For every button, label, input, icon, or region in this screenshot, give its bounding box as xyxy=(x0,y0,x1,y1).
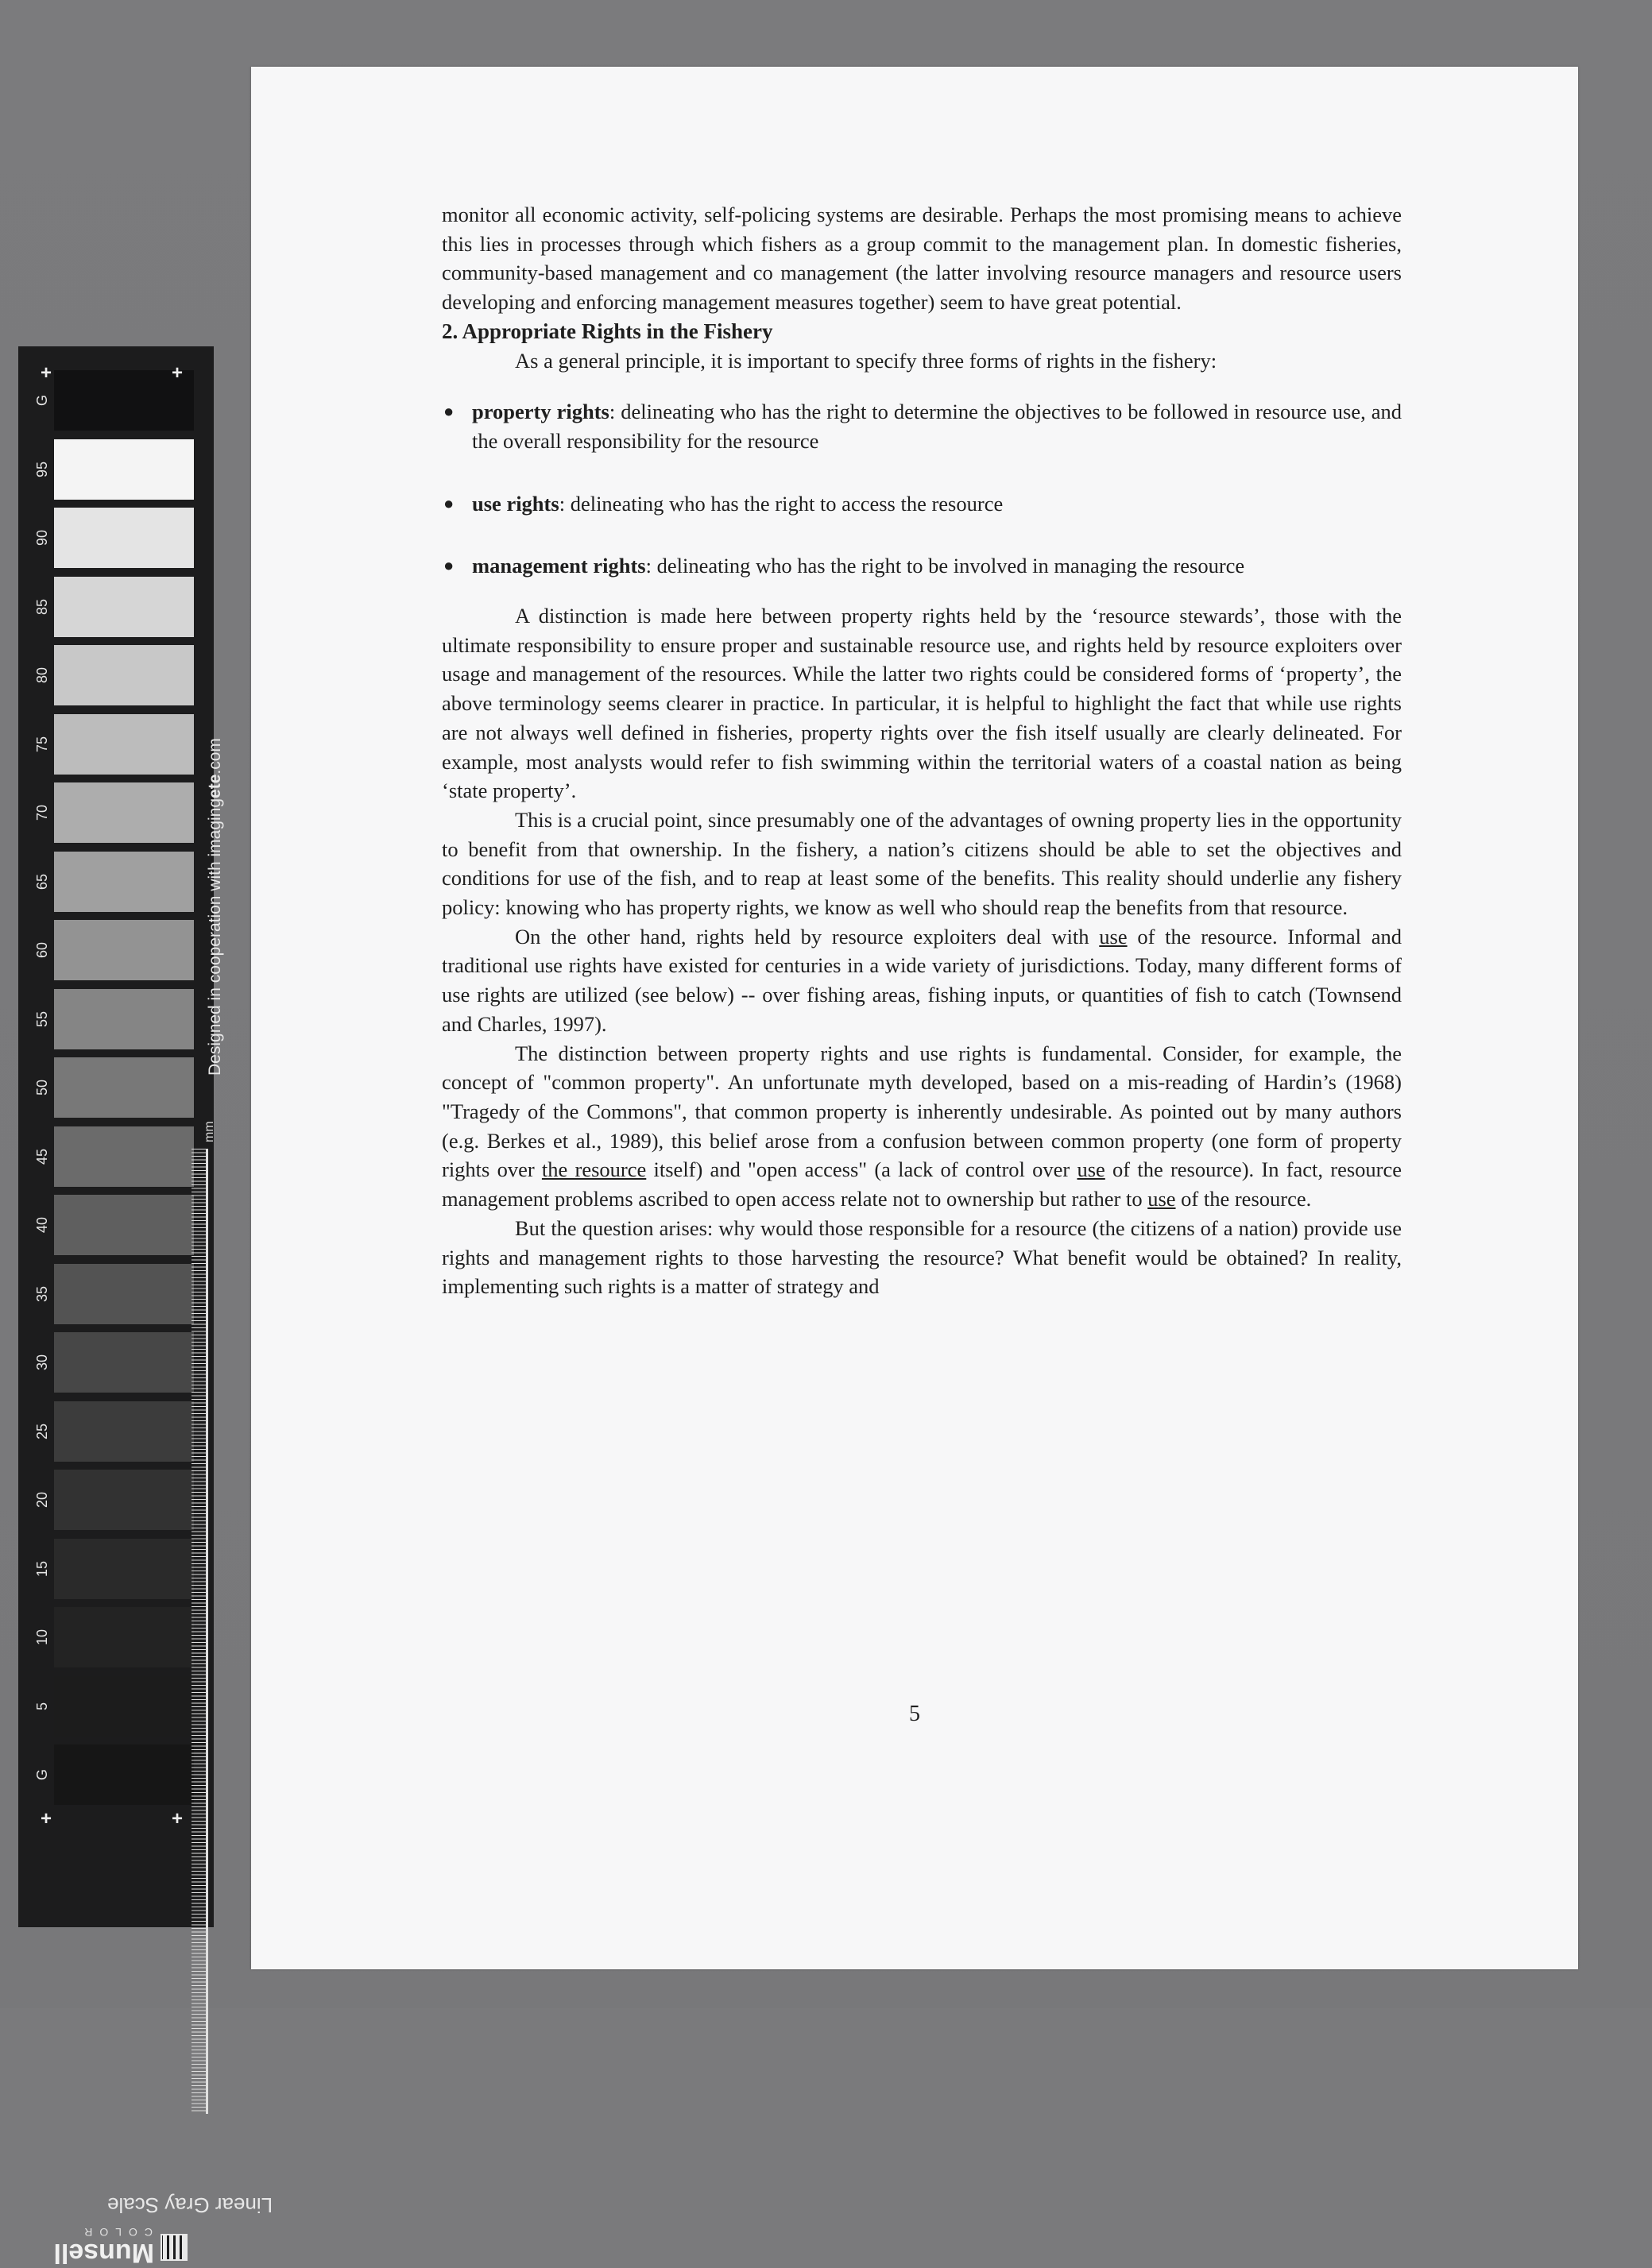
brand-subtitle: COLOR xyxy=(77,2226,153,2239)
swatch-value-label: G xyxy=(34,395,50,407)
swatch-value-label: 45 xyxy=(34,1148,50,1165)
list-item-property-rights xyxy=(442,397,1402,455)
paragraph-crucial-point: This is a crucial point, since presumably one of the advantages of owning property lies in the opportunity to benefit from that ownership. In the fishery, a nation’s citizens should be able to set the objectives and conditions for use of the fish, and to reap at least some of the benefits. This reality should underlie any fishery policy: knowing who has property rights, we know as well who should reap the benefits from that resource. xyxy=(442,807,1402,920)
definition-use-rights: : delineating who has the right to access the resource xyxy=(559,491,1004,516)
swatch-value-label: 40 xyxy=(34,1216,50,1234)
mm-ruler xyxy=(192,1149,207,2114)
paragraph-use-rights: On the other hand, rights held by resource exploiters deal with use of the resource. Informal and traditional use rights have existed for centuries in a wide variety of jurisdictions. Today, many different forms of use rights are utilized (see below) -- over fishing areas, fishing inputs, or quantities of fish to catch (Townsend and Charles, 1997). xyxy=(442,924,1402,1036)
gray-scale-strip xyxy=(18,346,273,2268)
swatch-value-label: 60 xyxy=(34,941,50,959)
gray-swatch xyxy=(54,1744,194,1805)
swatch-value-label: 25 xyxy=(34,1423,50,1439)
bullet-icon: ● xyxy=(443,555,455,576)
swatch-value-label: 80 xyxy=(34,666,50,684)
plus-mark-icon: + xyxy=(172,362,184,384)
term-property-rights: property rights xyxy=(472,400,609,424)
mm-ruler-edge xyxy=(206,1149,208,2114)
document-page xyxy=(251,67,1578,1969)
gray-swatch xyxy=(54,1126,194,1187)
gray-swatch xyxy=(54,1401,194,1462)
swatch-value-label: 35 xyxy=(34,1285,50,1302)
brand-name: Munsell xyxy=(53,2238,154,2268)
definition-property-rights: : delineating who has the right to determine the objectives to be followed in resource use, and the overall responsibility for the resource xyxy=(472,400,1402,453)
gray-swatch xyxy=(54,852,194,912)
gray-swatch xyxy=(54,1264,194,1324)
credit-text: Designed in cooperation with imagingete.com xyxy=(206,738,224,1076)
plus-mark-icon: + xyxy=(41,362,52,384)
swatch-value-label: 5 xyxy=(34,1702,50,1710)
definition-management-rights: : delineating who has the right to be involved in managing the resource xyxy=(645,554,1245,578)
swatch-value-label: 75 xyxy=(34,736,50,752)
scale-name: Linear Gray Scale xyxy=(107,2193,273,2217)
swatch-value-label: 70 xyxy=(34,804,50,821)
gray-swatch xyxy=(54,1676,194,1737)
swatch-value-label: 15 xyxy=(34,1560,50,1577)
gray-swatch xyxy=(54,508,194,568)
page-number: 5 xyxy=(909,1702,920,1726)
paragraph-question: But the question arises: why would those responsible for a resource (the citizens of a nation) provide use rights and management rights to those harvesting the resource? What benefit would be obtained? In reality, implementing such rights is a matter of strategy and xyxy=(442,1215,1402,1299)
gray-swatch xyxy=(54,714,194,775)
swatch-value-label: 95 xyxy=(34,461,50,477)
gray-swatch xyxy=(54,577,194,637)
gray-swatch xyxy=(54,989,194,1049)
swatch-value-label: 20 xyxy=(34,1491,50,1509)
term-management-rights: management rights xyxy=(472,554,646,578)
swatch-value-label: 65 xyxy=(34,873,50,890)
swatch-value-label: 10 xyxy=(34,1629,50,1646)
gray-swatch xyxy=(54,782,194,843)
gray-swatch xyxy=(54,1057,194,1118)
list-item-use-rights xyxy=(442,489,1402,519)
plus-mark-icon: + xyxy=(172,1808,184,1829)
swatch-value-label: 85 xyxy=(34,598,50,615)
munsell-grid-icon xyxy=(161,2234,188,2261)
swatch-value-label: 50 xyxy=(34,1079,50,1096)
gray-swatch xyxy=(54,645,194,705)
gray-swatch xyxy=(54,1539,194,1599)
list-item-management-rights xyxy=(442,551,1402,581)
page-body xyxy=(442,200,1402,1301)
ruler-unit: mm xyxy=(203,1121,216,1142)
gray-swatch xyxy=(54,439,194,500)
bullet-icon: ● xyxy=(443,493,455,513)
swatch-value-label: 55 xyxy=(34,1010,50,1027)
gray-swatch xyxy=(54,1607,194,1667)
paragraph-continued: monitor all economic activity, self-policing systems are desirable. Perhaps the most promising means to achieve this lies in processes through which fishers as a group commit to the management plan. In domestic fisheries, community-based management and co management (the latter involving resource managers and resource users developing and enforcing management measures together) seem to have great potential. xyxy=(442,203,1402,315)
swatch-value-label: G xyxy=(34,1769,50,1781)
swatch-value-label: 90 xyxy=(34,529,50,547)
bullet-icon: ● xyxy=(443,401,455,422)
rights-intro: As a general principle, it is important to specify three forms of rights in the fishery: xyxy=(515,348,1217,373)
gray-swatch xyxy=(54,1332,194,1393)
brand-logo xyxy=(53,2223,188,2268)
paragraph-common-property: The distinction between property rights and use rights is fundamental. Consider, for example, the concept of "common property". An unfortunate myth developed, based on a mis-reading of Hardin’s (1968) "Tragedy of the Commons", that common property is inherently undesirable. As pointed out by many authors (e.g. Berkes et al., 1989), this belief arose from a confusion between common property (one form of property rights over the resource itself) and "open access" (a lack of control over use of the resource). In fact, resource management problems ascribed to open access relate not to ownership but rather to use of the resource. xyxy=(442,1041,1402,1211)
section-heading: 2. Appropriate Rights in the Fishery xyxy=(442,319,773,343)
gray-swatch xyxy=(54,920,194,980)
swatch-value-label: 30 xyxy=(34,1354,50,1371)
term-use-rights: use rights xyxy=(472,491,559,516)
gray-swatch xyxy=(54,1195,194,1255)
rights-list xyxy=(442,397,1402,581)
paragraph-distinction: A distinction is made here between property rights held by the ‘resource stewards’, those with the ultimate responsibility to ensure proper and sustainable resource use, and rights held by resource exploiters over usage and management of the resources. While the latter two rights could be considered forms of ‘property’, the above terminology seems clearer in practice. In particular, it is helpful to highlight the fact that while use rights are not always well defined in fisheries, property rights over the fish itself usually are clearly delineated. For example, most analysts would refer to fish swimming within the territorial waters of a coastal nation as being ‘state property’. xyxy=(442,604,1402,803)
plus-mark-icon: + xyxy=(41,1808,52,1829)
gray-swatch xyxy=(54,1470,194,1530)
